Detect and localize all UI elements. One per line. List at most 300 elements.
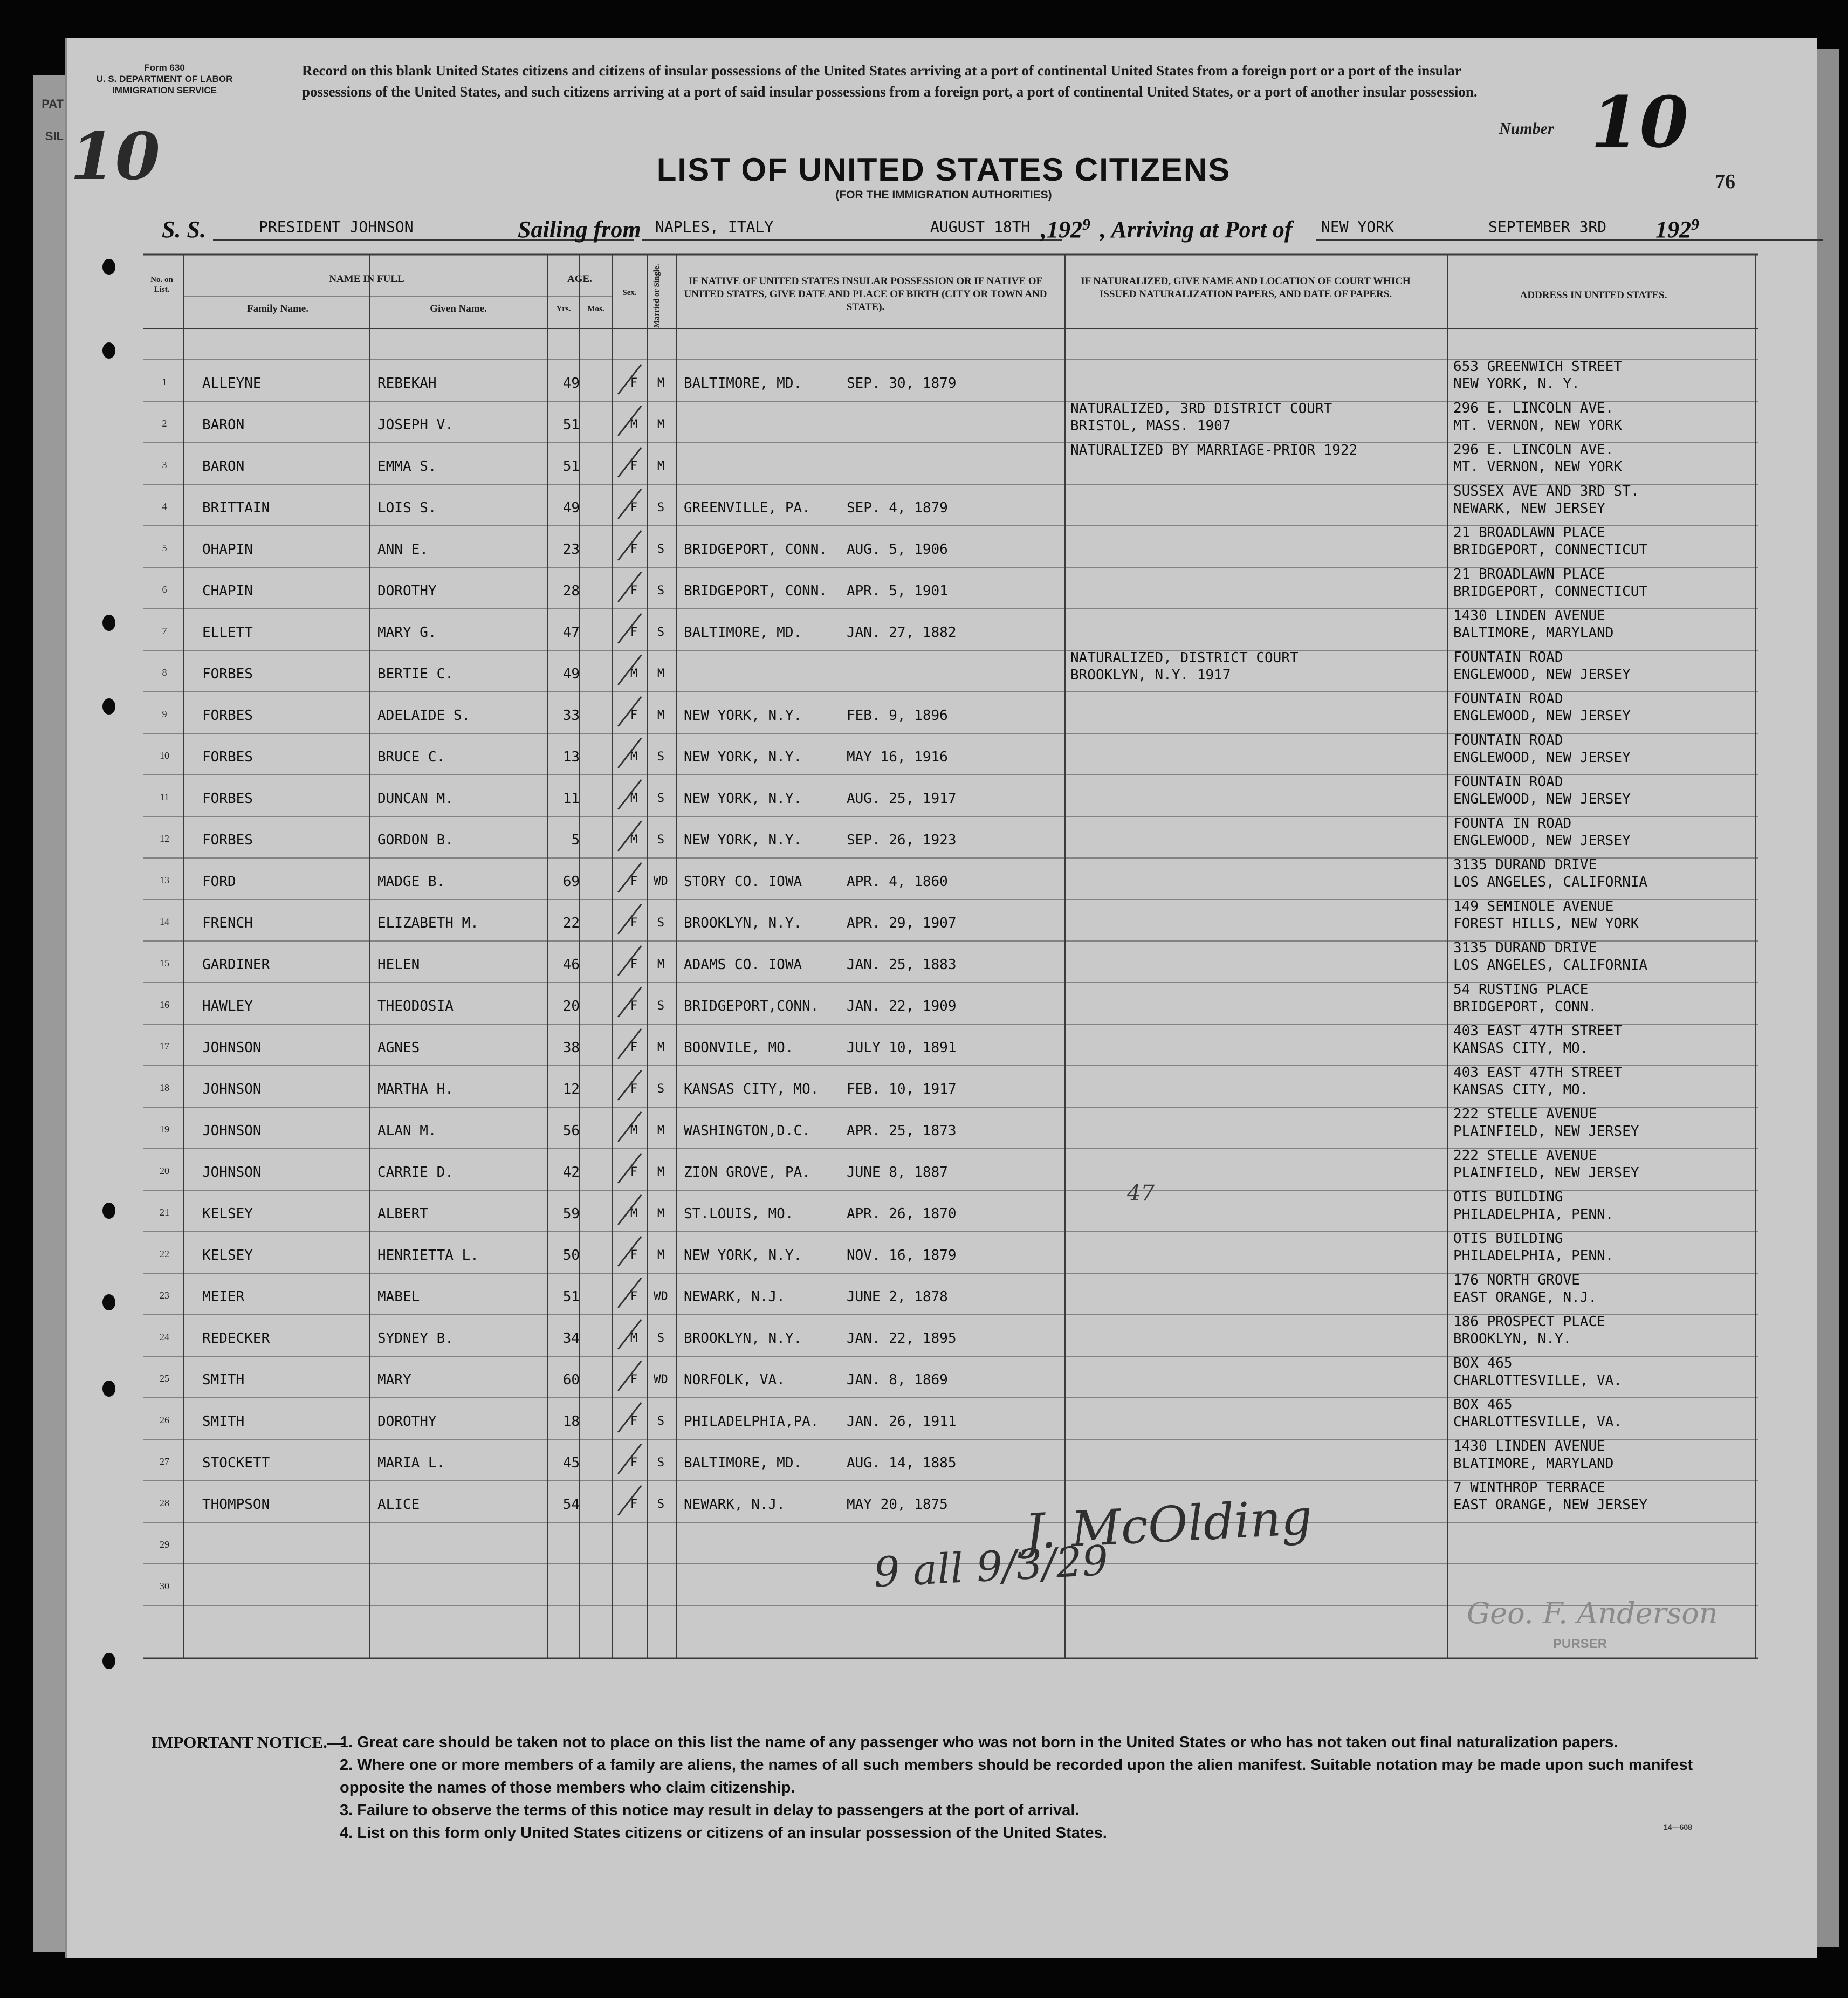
row-number: 15 <box>160 958 169 969</box>
row-number: 28 <box>160 1498 169 1508</box>
departure-year: ,192$^9$ <box>1041 216 1090 243</box>
cell-family: SMITH <box>202 1413 245 1430</box>
cell-age: 5 <box>571 832 580 848</box>
cell-ms: S <box>657 1498 665 1511</box>
cell-addr1: BOX 465 <box>1453 1397 1513 1413</box>
cell-addr1: 296 E. LINCOLN AVE. <box>1453 400 1614 416</box>
cell-date: SEP. 30, 1879 <box>847 375 957 392</box>
cell-age: 51 <box>562 458 580 475</box>
notice-heading: IMPORTANT NOTICE.— <box>151 1733 344 1752</box>
department-name: U. S. DEPARTMENT OF LABOR <box>96 74 233 84</box>
cell-place: NEW YORK, N.Y. <box>684 1247 802 1264</box>
row-number: 5 <box>162 543 167 553</box>
cell-place: BALTIMORE, MD. <box>684 1455 802 1471</box>
cell-addr2: ENGLEWOOD, NEW JERSEY <box>1453 750 1631 766</box>
cell-ms: S <box>657 501 665 514</box>
ss-label: S. S. <box>162 216 206 243</box>
cell-addr1: 403 EAST 47TH STREET <box>1453 1023 1623 1039</box>
cell-date: JULY 10, 1891 <box>847 1040 957 1056</box>
stray-handwritten-note: 47 <box>1127 1181 1155 1206</box>
punch-hole <box>102 342 115 359</box>
cell-addr1: FOUNTAIN ROAD <box>1453 732 1563 749</box>
row-number: 3 <box>162 459 167 470</box>
cell-family: BARON <box>202 458 245 475</box>
cell-addr2: BROOKLYN, N.Y. <box>1453 1331 1572 1347</box>
cell-family: FORBES <box>202 666 253 682</box>
cell-sex: F <box>630 1041 638 1054</box>
cell-age: 56 <box>562 1123 580 1139</box>
arrival-date: SEPTEMBER 3RD <box>1488 218 1607 236</box>
cell-age: 22 <box>562 915 580 931</box>
notice-item: 1. Great care should be taken not to place on this list the name of any passenger who was not born in the United States or who has not taken out final naturalization papers. <box>340 1734 1618 1751</box>
page-title: LIST OF UNITED STATES CITIZENS <box>656 152 1231 188</box>
cell-given: ELIZABETH M. <box>377 915 479 931</box>
cell-age: 45 <box>562 1455 580 1471</box>
cell-age: 51 <box>562 417 580 433</box>
cell-ms: M <box>657 1165 665 1179</box>
cell-given: ADELAIDE S. <box>377 708 471 724</box>
cell-place: NORFOLK, VA. <box>684 1372 785 1388</box>
cell-date: APR. 25, 1873 <box>847 1123 957 1139</box>
cell-place: NEW YORK, N.Y. <box>684 749 802 765</box>
cell-date: JAN. 25, 1883 <box>847 957 957 973</box>
punch-hole <box>102 1381 115 1397</box>
cell-date: FEB. 9, 1896 <box>847 708 948 724</box>
cell-family: JOHNSON <box>202 1123 262 1139</box>
cell-ms: M <box>657 709 665 722</box>
cell-family: STOCKETT <box>202 1455 270 1471</box>
cell-addr1: 176 NORTH GROVE <box>1453 1272 1580 1288</box>
cell-age: 20 <box>562 998 580 1014</box>
cell-family: FRENCH <box>202 915 253 931</box>
cell-age: 23 <box>562 541 580 558</box>
cell-addr2: LOS ANGELES, CALIFORNIA <box>1453 957 1648 973</box>
cell-addr2: EAST ORANGE, N.J. <box>1453 1289 1597 1306</box>
cell-addr1: 186 PROSPECT PLACE <box>1453 1314 1605 1330</box>
cell-addr2: CHARLOTTESVILLE, VA. <box>1453 1414 1623 1430</box>
cell-addr1: 222 STELLE AVENUE <box>1453 1148 1597 1164</box>
cell-age: 49 <box>562 500 580 516</box>
cell-nat2: BRISTOL, MASS. 1907 <box>1070 418 1231 434</box>
cell-addr2: PLAINFIELD, NEW JERSEY <box>1453 1165 1639 1181</box>
cell-place: NEWARK, N.J. <box>684 1289 785 1305</box>
cell-addr2: FOREST HILLS, NEW YORK <box>1453 916 1639 932</box>
row-number: 6 <box>162 584 167 595</box>
cell-place: BROOKLYN, N.Y. <box>684 1330 802 1347</box>
cell-ms: M <box>657 459 665 473</box>
cell-addr1: 7 WINTHROP TERRACE <box>1453 1480 1605 1496</box>
cell-addr1: OTIS BUILDING <box>1453 1189 1563 1205</box>
cell-sex: M <box>630 418 638 431</box>
cell-sex: M <box>630 667 638 681</box>
cell-age: 49 <box>562 375 580 392</box>
cell-place: NEW YORK, N.Y. <box>684 708 802 724</box>
cell-addr1: 21 BROADLAWN PLACE <box>1453 525 1605 541</box>
cell-place: BOONVILE, MO. <box>684 1040 794 1056</box>
cell-addr2: EAST ORANGE, NEW JERSEY <box>1453 1497 1648 1513</box>
purser-signature: Geo. F. Anderson <box>1467 1596 1718 1630</box>
row-number: 4 <box>162 501 167 512</box>
sailing-from-label: Sailing from <box>518 216 641 243</box>
cell-nat1: NATURALIZED, DISTRICT COURT <box>1070 650 1299 666</box>
cell-age: 60 <box>562 1372 580 1388</box>
cell-ms: S <box>657 1331 665 1345</box>
row-number: 16 <box>160 999 169 1010</box>
cell-date: JAN. 22, 1895 <box>847 1330 957 1347</box>
inspector-signature: J. McOlding <box>1023 1489 1314 1561</box>
notice-item: 3. Failure to observe the terms of this notice may result in delay to passengers at the port of arrival. <box>340 1802 1080 1819</box>
col-header-naturalized: IF NATURALIZED, GIVE NAME AND LOCATION OF COURT WHICH ISSUED NATURALIZATION PAPERS, AND DATE OF PAPERS. <box>1081 276 1411 300</box>
page-number: 76 <box>1715 170 1735 193</box>
cell-ms: S <box>657 1082 665 1096</box>
cell-sex: F <box>630 1248 638 1262</box>
cell-ms: S <box>657 1415 665 1428</box>
cell-addr1: 653 GREENWICH STREET <box>1453 359 1623 375</box>
cell-sex: M <box>630 1207 638 1220</box>
cell-sex: F <box>630 1373 638 1386</box>
cell-place: NEW YORK, N.Y. <box>684 791 802 807</box>
cell-family: ELLETT <box>202 624 253 641</box>
cell-age: 69 <box>562 874 580 890</box>
row-number: 21 <box>160 1207 169 1218</box>
cell-sex: F <box>630 1082 638 1096</box>
cell-family: HAWLEY <box>202 998 253 1014</box>
cell-date: MAY 20, 1875 <box>847 1496 948 1513</box>
cell-age: 54 <box>562 1496 580 1513</box>
underline <box>642 239 1062 241</box>
cell-sex: F <box>630 958 638 971</box>
cell-addr1: OTIS BUILDING <box>1453 1231 1563 1247</box>
cell-ms: WD <box>654 1290 668 1303</box>
cell-addr1: BOX 465 <box>1453 1355 1513 1371</box>
cell-ms: M <box>657 958 665 971</box>
cell-sex: F <box>630 1415 638 1428</box>
cell-addr2: PLAINFIELD, NEW JERSEY <box>1453 1123 1639 1139</box>
cell-addr1: SUSSEX AVE AND 3RD ST. <box>1453 483 1639 499</box>
cell-place: STORY CO. IOWA <box>684 874 802 890</box>
row-number: 30 <box>160 1581 169 1591</box>
cell-given: HELEN <box>377 957 420 973</box>
cell-place: ST.LOUIS, MO. <box>684 1206 794 1222</box>
cell-given: MABEL <box>377 1289 420 1305</box>
cell-nat1: NATURALIZED BY MARRIAGE-PRIOR 1922 <box>1070 442 1358 458</box>
record-instructions: Record on this blank United States citizens and citizens of insular possessions of the United States arriving at a port of continental United States from a foreign port or a port of the insular possessions of the United States, and such citizens arriving at a port of said insular possessions from a foreign port, a port of continental United States, or a port of another insular possession. <box>302 63 1478 100</box>
cell-family: FORBES <box>202 832 253 848</box>
punch-hole <box>102 615 115 631</box>
cell-date: JAN. 8, 1869 <box>847 1372 948 1388</box>
cell-addr1: FOUNTA IN ROAD <box>1453 815 1572 832</box>
cell-age: 38 <box>562 1040 580 1056</box>
cell-ms: S <box>657 750 665 764</box>
cell-given: ALICE <box>377 1496 420 1513</box>
cell-ms: M <box>657 1248 665 1262</box>
cell-given: DOROTHY <box>377 583 437 599</box>
cell-sex: F <box>630 626 638 639</box>
cell-ms: WD <box>654 875 668 888</box>
cell-given: BERTIE C. <box>377 666 454 682</box>
cell-age: 50 <box>562 1247 580 1264</box>
cell-sex: F <box>630 709 638 722</box>
cell-addr2: KANSAS CITY, MO. <box>1453 1082 1589 1098</box>
cell-age: 49 <box>562 666 580 682</box>
row-number: 27 <box>160 1456 169 1467</box>
cell-ms: WD <box>654 1373 668 1386</box>
cell-place: KANSAS CITY, MO. <box>684 1081 819 1097</box>
row-number: 13 <box>160 875 169 885</box>
cell-addr1: 1430 LINDEN AVENUE <box>1453 1438 1605 1454</box>
cell-addr2: MT. VERNON, NEW YORK <box>1453 459 1623 475</box>
cell-addr2: CHARLOTTESVILLE, VA. <box>1453 1372 1623 1389</box>
cell-addr1: 222 STELLE AVENUE <box>1453 1106 1597 1122</box>
cell-age: 33 <box>562 708 580 724</box>
row-number: 8 <box>162 667 167 678</box>
cell-addr2: BLATIMORE, MARYLAND <box>1453 1455 1614 1472</box>
cell-given: SYDNEY B. <box>377 1330 454 1347</box>
cell-date: FEB. 10, 1917 <box>847 1081 957 1097</box>
cell-date: APR. 4, 1860 <box>847 874 948 890</box>
ship-name: PRESIDENT JOHNSON <box>259 218 414 236</box>
cell-nat2: BROOKLYN, N.Y. 1917 <box>1070 667 1231 683</box>
row-number: 17 <box>160 1041 169 1052</box>
cell-sex: F <box>630 875 638 888</box>
cell-date: SEP. 4, 1879 <box>847 500 948 516</box>
cell-given: EMMA S. <box>377 458 437 475</box>
cell-place: WASHINGTON,D.C. <box>684 1123 810 1139</box>
cell-place: PHILADELPHIA,PA. <box>684 1413 819 1430</box>
cell-addr2: ENGLEWOOD, NEW JERSEY <box>1453 833 1631 849</box>
row-number: 18 <box>160 1082 169 1093</box>
cell-family: BRITTAIN <box>202 500 270 516</box>
arrival-port: NEW YORK <box>1321 218 1394 236</box>
cell-addr1: 54 RUSTING PLACE <box>1453 981 1589 998</box>
cell-given: MARIA L. <box>377 1455 445 1471</box>
cell-family: FORBES <box>202 708 253 724</box>
cell-date: SEP. 26, 1923 <box>847 832 957 848</box>
number-label: Number <box>1499 120 1554 138</box>
cell-place: BRIDGEPORT, CONN. <box>684 583 828 599</box>
cell-addr1: FOUNTAIN ROAD <box>1453 691 1563 707</box>
cell-age: 13 <box>562 749 580 765</box>
cell-place: BALTIMORE, MD. <box>684 375 802 392</box>
row-number: 11 <box>160 792 169 802</box>
cell-addr1: 21 BROADLAWN PLACE <box>1453 566 1605 582</box>
cell-given: BRUCE C. <box>377 749 445 765</box>
cell-addr2: BRIDGEPORT, CONNECTICUT <box>1453 583 1648 600</box>
row-number: 24 <box>160 1331 169 1342</box>
cell-sex: M <box>630 750 638 764</box>
cell-addr1: 3135 DURAND DRIVE <box>1453 857 1597 873</box>
cell-family: KELSEY <box>202 1247 253 1264</box>
cell-age: 28 <box>562 583 580 599</box>
cell-addr2: NEWARK, NEW JERSEY <box>1453 500 1605 517</box>
cell-given: DUNCAN M. <box>377 791 454 807</box>
service-name: IMMIGRATION SERVICE <box>112 85 217 95</box>
cell-addr2: NEW YORK, N. Y. <box>1453 376 1580 392</box>
cell-family: GARDINER <box>202 957 270 973</box>
cell-ms: M <box>657 376 665 390</box>
cell-family: FORBES <box>202 749 253 765</box>
notice-item: 4. List on this form only United States citizens or citizens of an insular possession of the United States. <box>340 1824 1107 1842</box>
cell-given: REBEKAH <box>377 375 437 392</box>
cell-addr2: ENGLEWOOD, NEW JERSEY <box>1453 667 1631 683</box>
cell-ms: S <box>657 543 665 556</box>
cell-place: NEWARK, N.J. <box>684 1496 785 1513</box>
cell-given: JOSEPH V. <box>377 417 454 433</box>
cell-date: JUNE 2, 1878 <box>847 1289 948 1305</box>
cell-place: BRIDGEPORT, CONN. <box>684 541 828 558</box>
cell-date: APR. 29, 1907 <box>847 915 957 931</box>
row-number: 7 <box>162 626 167 636</box>
edge-stub-text: PAT <box>42 97 64 111</box>
cell-given: ALBERT <box>377 1206 428 1222</box>
cell-date: JAN. 26, 1911 <box>847 1413 957 1430</box>
cell-ms: M <box>657 1041 665 1054</box>
cell-age: 59 <box>562 1206 580 1222</box>
row-number: 2 <box>162 418 167 429</box>
form-code: 14—608 <box>1664 1823 1692 1831</box>
cell-place: ADAMS CO. IOWA <box>684 957 802 973</box>
cell-place: BRIDGEPORT,CONN. <box>684 998 819 1014</box>
cell-addr1: 1430 LINDEN AVENUE <box>1453 608 1605 624</box>
punch-hole <box>102 1653 115 1669</box>
cell-ms: M <box>657 1124 665 1137</box>
cell-family: SMITH <box>202 1372 245 1388</box>
inspector-date-note: 9 all 9/3/29 <box>872 1536 1110 1597</box>
departure-date: AUGUST 18TH <box>930 218 1031 236</box>
cell-date: AUG. 14, 1885 <box>847 1455 957 1471</box>
purser-label: PURSER <box>1553 1637 1607 1651</box>
row-number: 12 <box>160 833 169 844</box>
cell-ms: S <box>657 584 665 598</box>
cell-date: JAN. 27, 1882 <box>847 624 957 641</box>
cell-date: AUG. 5, 1906 <box>847 541 948 558</box>
cell-place: ZION GROVE, PA. <box>684 1164 810 1180</box>
cell-given: MARY G. <box>377 624 437 641</box>
col-header-age: AGE. <box>567 273 592 285</box>
cell-given: LOIS S. <box>377 500 437 516</box>
underlying-page-edge <box>33 75 66 1952</box>
cell-addr1: 403 EAST 47TH STREET <box>1453 1065 1623 1081</box>
cell-addr2: BRIDGEPORT, CONNECTICUT <box>1453 542 1648 558</box>
cell-family: OHAPIN <box>202 541 253 558</box>
col-header-no: No. on List. <box>150 276 173 294</box>
cell-age: 47 <box>562 624 580 641</box>
col-header-mos: Mos. <box>587 305 604 313</box>
cell-given: HENRIETTA L. <box>377 1247 479 1264</box>
citizens-table <box>143 253 1758 1661</box>
cell-place: GREENVILLE, PA. <box>684 500 810 516</box>
form-number: Form 630 <box>144 63 185 73</box>
arriving-label: , Arriving at Port of <box>1100 216 1293 243</box>
cell-addr1: FOUNTAIN ROAD <box>1453 649 1563 665</box>
cell-age: 42 <box>562 1164 580 1180</box>
page-subtitle: (FOR THE IMMIGRATION AUTHORITIES) <box>835 189 1052 201</box>
cell-given: AGNES <box>377 1040 420 1056</box>
cell-family: JOHNSON <box>202 1164 262 1180</box>
underline <box>1316 239 1823 241</box>
punch-hole <box>102 1294 115 1310</box>
cell-given: MARTHA H. <box>377 1081 454 1097</box>
cell-ms: S <box>657 792 665 805</box>
cell-sex: M <box>630 1331 638 1345</box>
cell-addr2: PHILADELPHIA, PENN. <box>1453 1248 1614 1264</box>
punch-hole <box>102 1203 115 1219</box>
cell-date: JAN. 22, 1909 <box>847 998 957 1014</box>
cell-addr1: 296 E. LINCOLN AVE. <box>1453 442 1614 458</box>
cell-ms: S <box>657 626 665 639</box>
cell-date: APR. 5, 1901 <box>847 583 948 599</box>
cell-sex: M <box>630 833 638 847</box>
sailing-from-port: NAPLES, ITALY <box>655 218 774 236</box>
cell-sex: F <box>630 999 638 1013</box>
cell-sex: F <box>630 501 638 514</box>
cell-sex: F <box>630 459 638 473</box>
cell-age: 34 <box>562 1330 580 1347</box>
cell-addr2: BRIDGEPORT, CONN. <box>1453 999 1597 1015</box>
cell-date: APR. 26, 1870 <box>847 1206 957 1222</box>
cell-family: MEIER <box>202 1289 245 1305</box>
cell-sex: F <box>630 1498 638 1511</box>
row-number: 14 <box>160 916 169 927</box>
cell-sex: F <box>630 584 638 598</box>
arrival-year: $192^9$ <box>1655 216 1699 243</box>
edge-stub-text: SIL <box>45 129 64 143</box>
row-number: 29 <box>160 1539 169 1550</box>
cell-ms: M <box>657 667 665 681</box>
cell-addr1: 3135 DURAND DRIVE <box>1453 940 1597 956</box>
punch-hole <box>102 698 115 715</box>
cell-family: BARON <box>202 417 245 433</box>
cell-addr2: KANSAS CITY, MO. <box>1453 1040 1589 1056</box>
cell-sex: F <box>630 543 638 556</box>
cell-ms: S <box>657 1456 665 1470</box>
col-header-address: ADDRESS IN UNITED STATES. <box>1520 290 1667 301</box>
col-header-yrs: Yrs. <box>556 305 571 313</box>
cell-ms: M <box>657 1207 665 1220</box>
cell-sex: F <box>630 1290 638 1303</box>
notice-item: 2. Where one or more members of a family are aliens, the names of all such members should be recorded upon the alien manifest. Suitable notation may be made upon such manifest opposite the names of those members who claim citizenship. <box>340 1756 1693 1796</box>
cell-family: JOHNSON <box>202 1040 262 1056</box>
voyage-line <box>162 216 1780 248</box>
cell-family: KELSEY <box>202 1206 253 1222</box>
cell-date: AUG. 25, 1917 <box>847 791 957 807</box>
col-header-family: Family Name. <box>247 303 308 314</box>
cell-nat1: NATURALIZED, 3RD DISTRICT COURT <box>1070 401 1332 417</box>
list-number-handwritten: 10 <box>1591 81 1688 163</box>
cell-sex: F <box>630 1165 638 1179</box>
row-number: 10 <box>160 750 169 761</box>
cell-sex: F <box>630 916 638 930</box>
cell-age: 51 <box>562 1289 580 1305</box>
cell-addr2: ENGLEWOOD, NEW JERSEY <box>1453 708 1631 724</box>
cell-age: 18 <box>562 1413 580 1430</box>
cell-family: FORBES <box>202 791 253 807</box>
cell-addr2: MT. VERNON, NEW YORK <box>1453 417 1623 434</box>
row-number: 1 <box>162 376 167 387</box>
cell-date: JUNE 8, 1887 <box>847 1164 948 1180</box>
cell-sex: M <box>630 792 638 805</box>
col-header-given: Given Name. <box>430 303 487 314</box>
row-number: 26 <box>160 1415 169 1425</box>
punch-hole <box>102 259 115 275</box>
cell-given: CARRIE D. <box>377 1164 454 1180</box>
cell-sex: F <box>630 1456 638 1470</box>
cell-family: REDECKER <box>202 1330 270 1347</box>
cell-age: 11 <box>562 791 580 807</box>
cell-addr2: BALTIMORE, MARYLAND <box>1453 625 1614 641</box>
cell-place: BALTIMORE, MD. <box>684 624 802 641</box>
row-number: 19 <box>160 1124 169 1135</box>
